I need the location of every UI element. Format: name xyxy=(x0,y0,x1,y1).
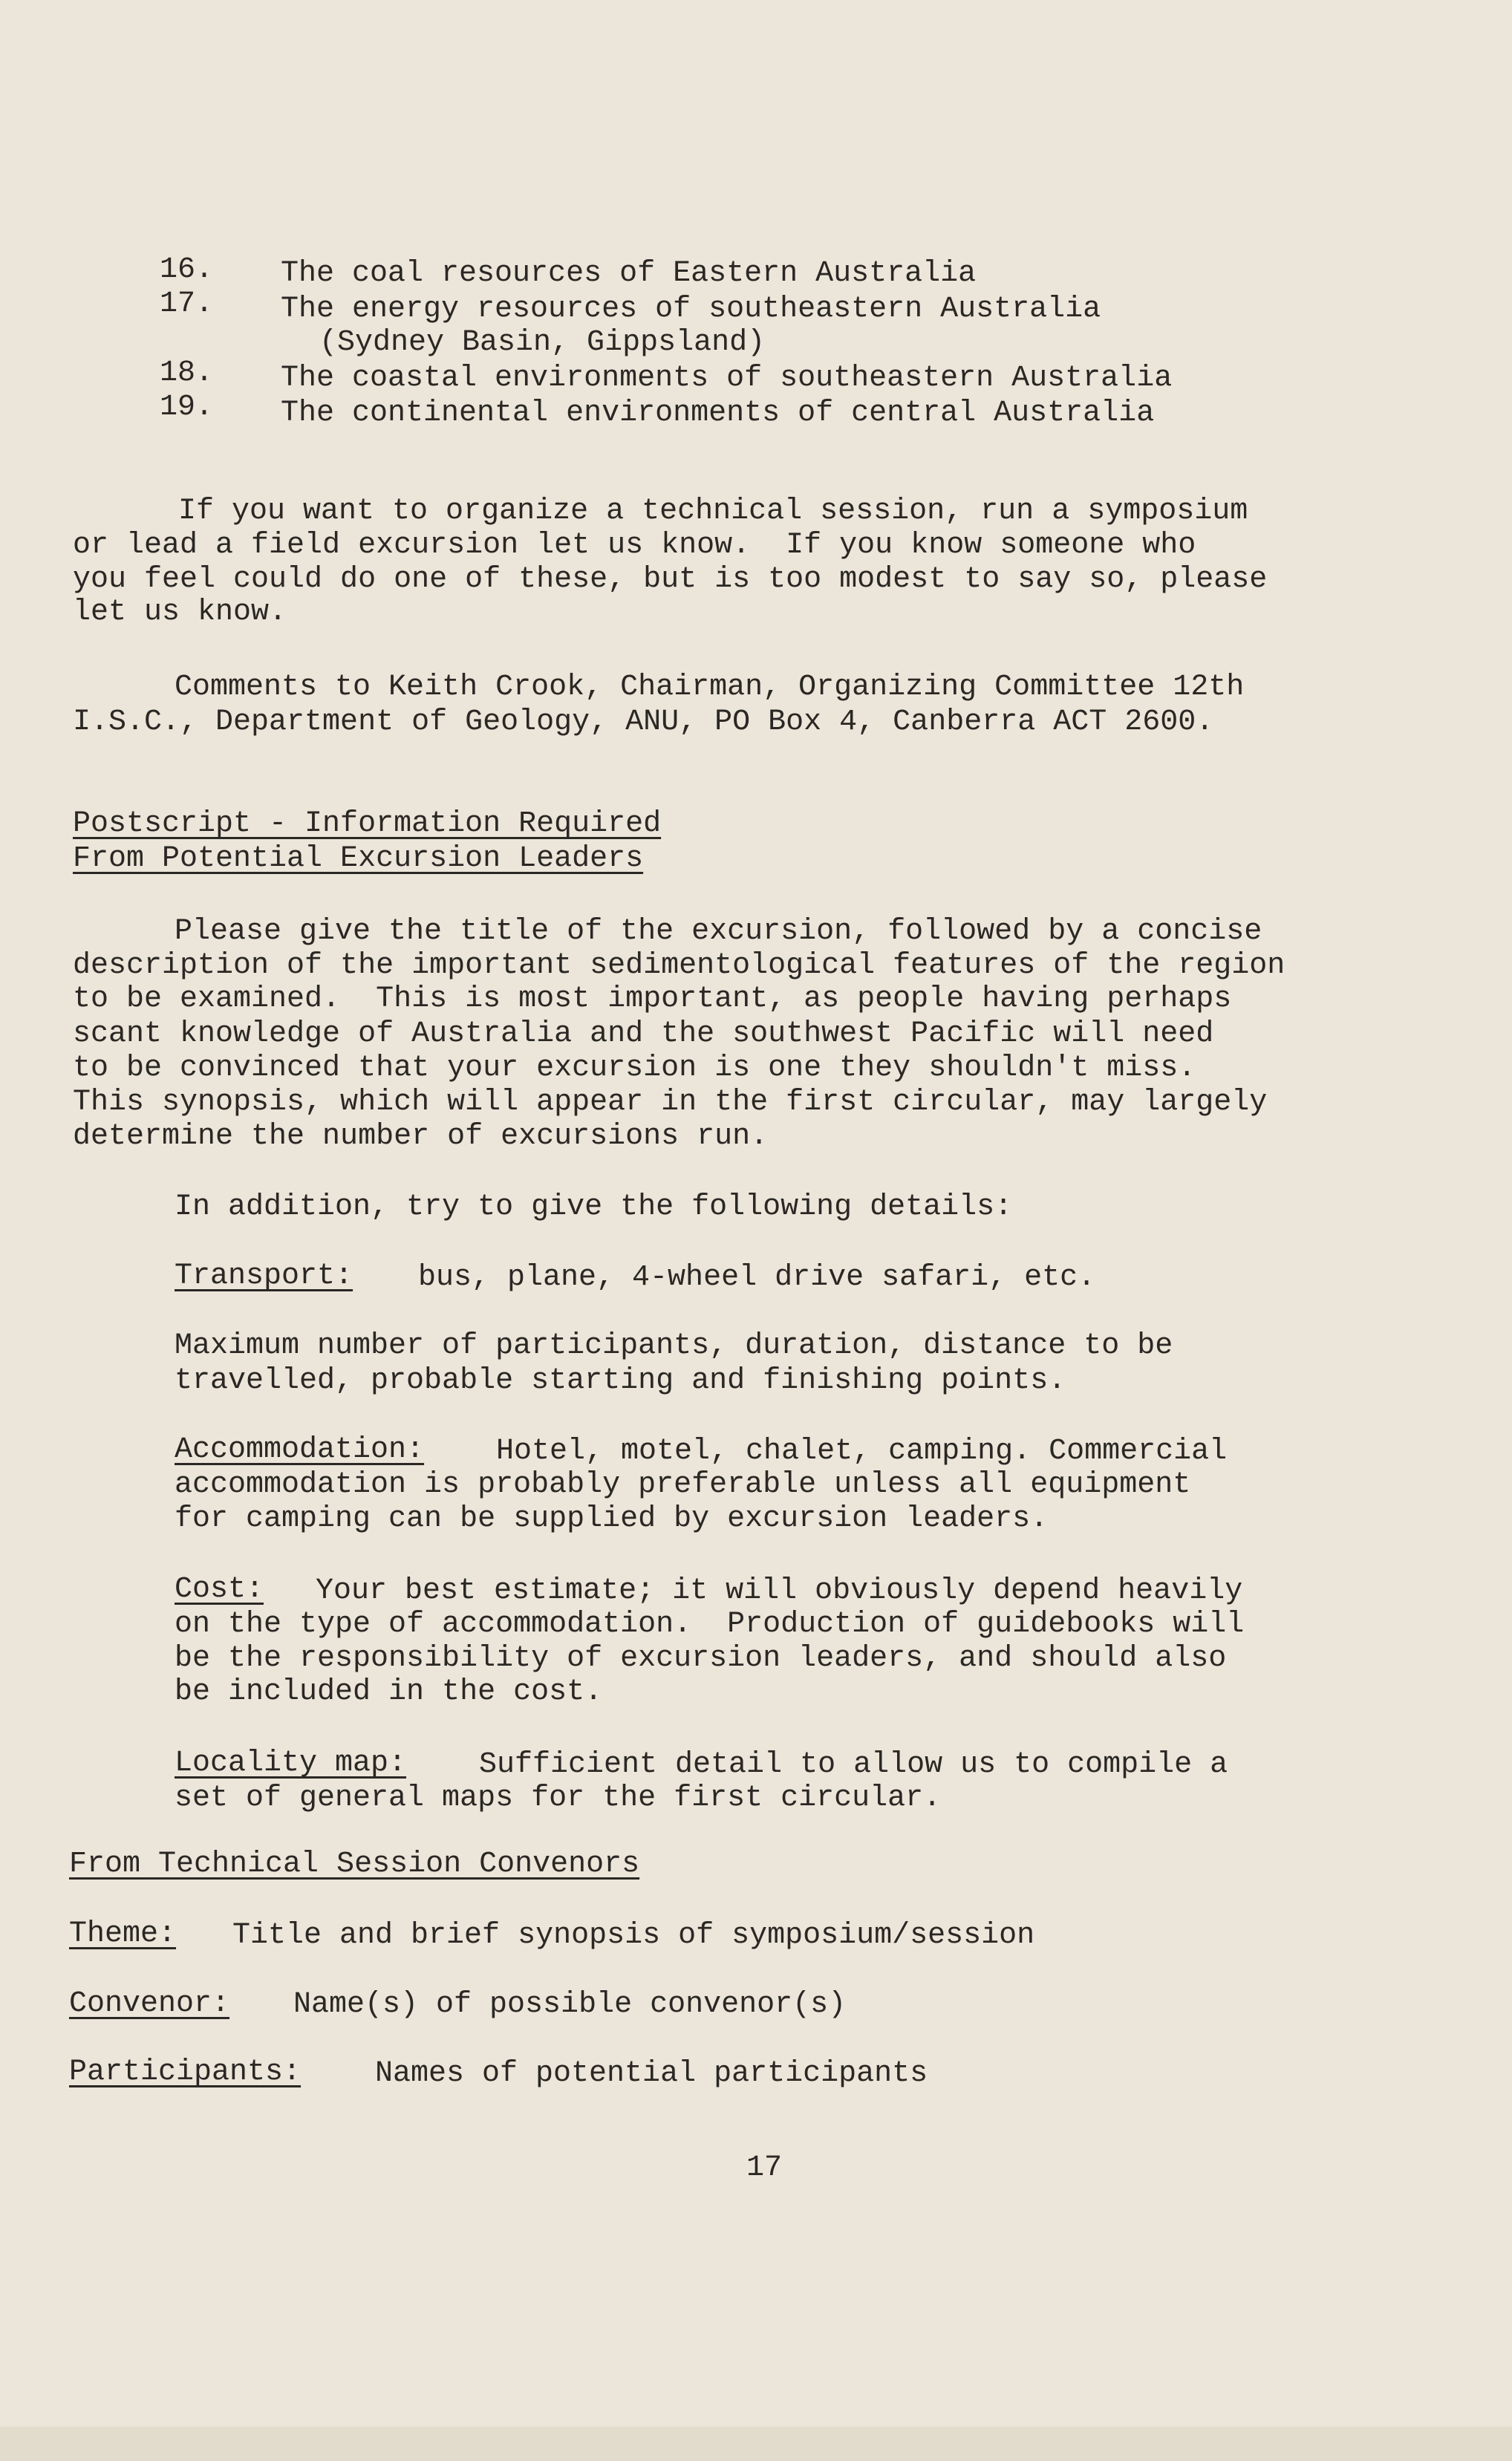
list-item-text: The coal resources of Eastern Australia xyxy=(281,257,977,290)
paragraph-line: scant knowledge of Australia and the southwest Pacific will need xyxy=(73,1017,1214,1051)
participants-text: Names of potential participants xyxy=(375,2057,928,2090)
paragraph-line: If you want to organize a technical session, run a symposium xyxy=(178,495,1248,528)
paragraph-line: I.S.C., Department of Geology, ANU, PO Box 4, Canberra ACT 2600. xyxy=(73,705,1214,739)
cost-label: Cost: xyxy=(175,1573,264,1606)
page-number: 17 xyxy=(746,2151,783,2185)
paragraph-line: determine the number of excursions run. xyxy=(73,1120,769,1153)
theme-text: Title and brief synopsis of symposium/session xyxy=(232,1919,1035,1952)
theme-label: Theme: xyxy=(69,1917,177,1951)
paragraph-line: for camping can be supplied by excursion leaders. xyxy=(175,1502,1049,1536)
list-number: 19. xyxy=(160,391,214,424)
accommodation-label: Accommodation: xyxy=(175,1433,425,1467)
paragraph-line: Your best estimate; it will obviously depend heavily xyxy=(316,1574,1243,1608)
paragraph-line: description of the important sedimentological features of the region xyxy=(73,949,1285,982)
paragraph-line: Comments to Keith Crook, Chairman, Organizing Committee 12th xyxy=(175,671,1245,704)
transport-label: Transport: xyxy=(175,1259,353,1293)
convenors-heading: From Technical Session Convenors xyxy=(69,1848,640,1881)
convenor-text: Name(s) of possible convenor(s) xyxy=(293,1988,847,2021)
addition-line: In addition, try to give the following details: xyxy=(175,1190,1013,1224)
paragraph-line: Please give the title of the excursion, followed by a concise xyxy=(175,915,1262,948)
postscript-heading: Postscript - Information Required xyxy=(73,807,662,841)
paragraph-line: Sufficient detail to allow us to compile a xyxy=(479,1748,1228,1782)
paragraph-line: This synopsis, which will appear in the first circular, may largely xyxy=(73,1086,1268,1119)
paragraph-line: set of general maps for the first circular. xyxy=(175,1782,942,1815)
locality-map-label: Locality map: xyxy=(175,1747,407,1780)
convenor-label: Convenor: xyxy=(69,1987,230,2021)
list-item-text: The coastal environments of southeastern Australia xyxy=(281,362,1173,395)
paragraph-line: Maximum number of participants, duration, distance to be xyxy=(175,1329,1173,1363)
paragraph-line: or lead a field excursion let us know. If you know someone who xyxy=(73,529,1196,562)
paragraph-line: Hotel, motel, chalet, camping. Commercial xyxy=(496,1435,1228,1468)
paragraph-line: be the responsibility of excursion leaders, and should also xyxy=(175,1642,1227,1675)
list-item-continuation: (Sydney Basin, Gippsland) xyxy=(319,326,766,359)
paragraph-line: let us know. xyxy=(73,596,287,629)
list-number: 18. xyxy=(160,356,214,390)
list-number: 17. xyxy=(160,287,214,321)
paragraph-line: you feel could do one of these, but is too modest to say so, please xyxy=(73,563,1268,596)
paragraph-line: on the type of accommodation. Production of guidebooks will xyxy=(175,1608,1245,1641)
list-number: 16. xyxy=(160,253,214,287)
postscript-subheading: From Potential Excursion Leaders xyxy=(73,842,644,876)
paragraph-line: to be examined. This is most important, as people having perhaps xyxy=(73,982,1232,1016)
list-item-text: The continental environments of central Australia xyxy=(281,397,1155,430)
transport-text: bus, plane, 4-wheel drive safari, etc. xyxy=(418,1261,1096,1294)
participants-label: Participants: xyxy=(69,2056,302,2089)
paragraph-line: be included in the cost. xyxy=(175,1675,603,1709)
paragraph-line: accommodation is probably preferable unless all equipment xyxy=(175,1468,1191,1502)
list-item-text: The energy resources of southeastern Australia xyxy=(281,293,1101,326)
paragraph-line: travelled, probable starting and finishing points. xyxy=(175,1364,1066,1398)
page-bottom-edge xyxy=(0,2427,1512,2461)
paragraph-line: to be convinced that your excursion is one they shouldn't miss. xyxy=(73,1052,1196,1085)
